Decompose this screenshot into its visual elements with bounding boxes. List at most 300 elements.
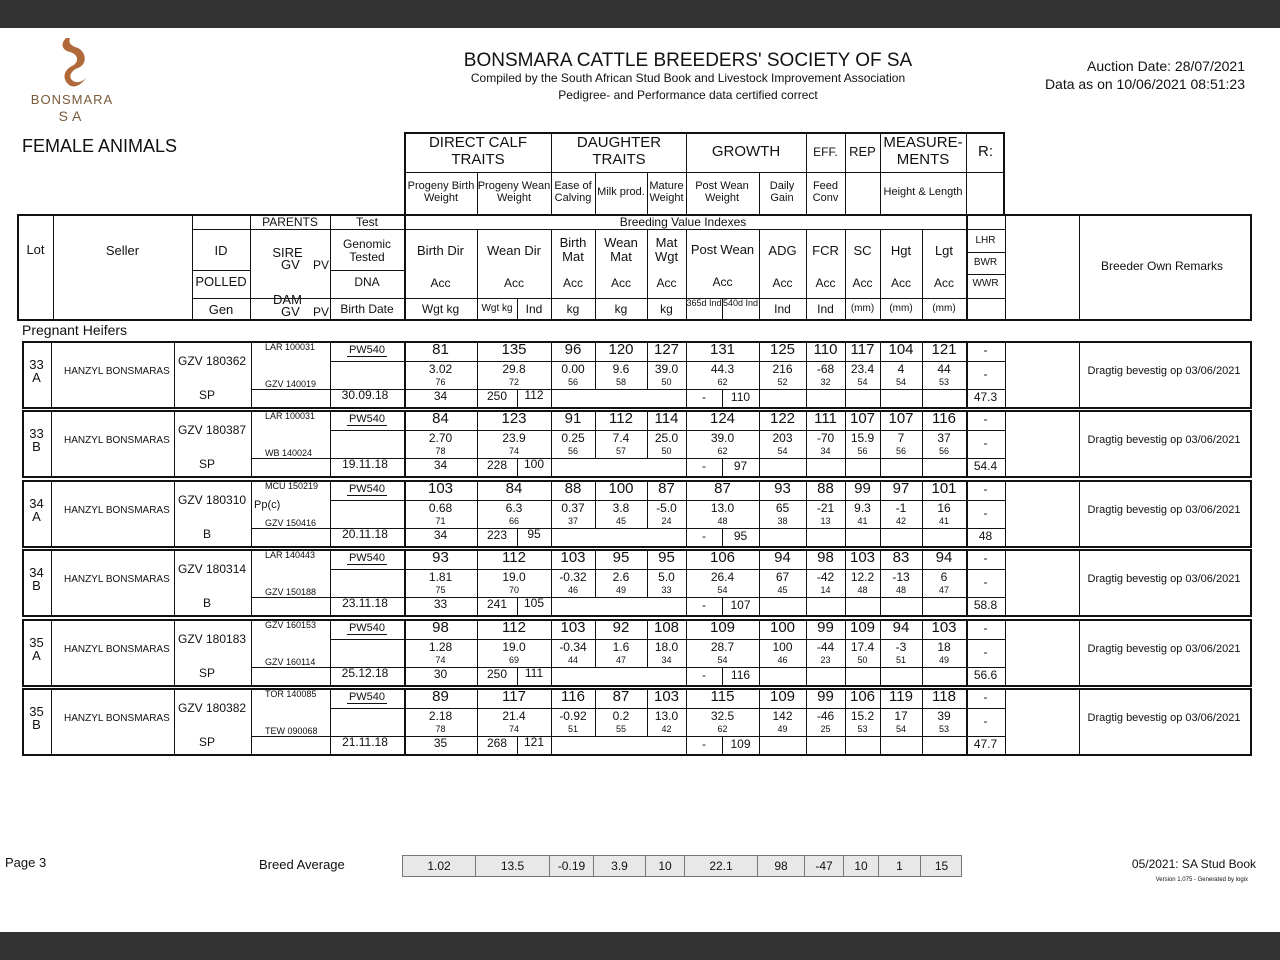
sub-feed-conv: Feed Conv	[812, 180, 839, 204]
birth-date: 25.12.18	[341, 666, 389, 680]
breed-average-value: 15	[934, 859, 949, 873]
unit-birth-wgt: Wgt kg	[421, 302, 460, 316]
fcr-bv: 111	[814, 410, 837, 427]
lgt-ebv: 37	[937, 431, 951, 445]
birth-dir-ebv: 3.02	[428, 362, 453, 376]
sc-ebv: 15.9	[850, 431, 875, 445]
wean-wgt: 241	[486, 597, 508, 611]
acc-fcr: Acc	[815, 276, 836, 290]
wean-mat-acc: 58	[615, 377, 626, 387]
birth-mat-ebv: -0.34	[559, 640, 587, 654]
breeder-remark: Dragtig bevestig op 03/06/2021	[1087, 573, 1241, 585]
birth-dir-bv: 84	[432, 410, 449, 427]
birth-date: 19.11.18	[342, 457, 388, 471]
seller-name: HANZYL BONSMARAS	[64, 574, 170, 585]
birth-dir-acc: 75	[435, 585, 446, 595]
birth-dir-acc: 78	[435, 446, 446, 456]
birth-dir-acc: 76	[435, 377, 446, 387]
group-direct-calf: DIRECT CALF TRAITS	[428, 134, 528, 168]
polled-status: SP	[198, 388, 215, 402]
birth-mat-ebv: -0.32	[559, 570, 587, 584]
birth-date: 21.11.18	[342, 735, 388, 749]
wean-ind: 95	[527, 527, 541, 541]
wean-dir-ebv: 21.4	[502, 709, 526, 723]
fcr-ebv: -70	[816, 431, 835, 445]
group-rep: REP	[849, 144, 876, 159]
post-wean-365d: -	[702, 668, 706, 682]
subtitle-certified: Pedigree- and Performance data certified correct	[558, 88, 818, 102]
post-wean-acc: 62	[717, 724, 728, 734]
breeder-remark: Dragtig bevestig op 03/06/2021	[1087, 504, 1241, 516]
col-fcr: FCR	[812, 243, 839, 258]
stud-book-label: 05/2021: SA Stud Book	[1131, 857, 1256, 871]
fcr-ebv: -21	[816, 501, 835, 515]
col-birth-mat: Birth Mat	[559, 235, 587, 264]
breed-average-value: 1	[879, 856, 921, 876]
hgt-bv: 107	[888, 410, 914, 427]
animal-id: GZV 180310	[178, 493, 247, 507]
adg-acc: 54	[777, 446, 788, 456]
breed-average-value: 1.02	[403, 856, 476, 876]
mat-wgt-ebv: 25.0	[654, 431, 679, 445]
animal-row	[0, 688, 1280, 758]
lgt-bv: 121	[931, 341, 957, 358]
wean-dir-acc: 69	[508, 655, 519, 665]
animal-id: GZV 180387	[178, 423, 247, 437]
birth-date: 20.11.18	[342, 527, 388, 541]
breed-average-value: 13.5	[476, 856, 550, 876]
fcr-acc: 23	[820, 655, 831, 665]
col-seller: Seller	[105, 243, 140, 258]
wwr-value: 54.4	[973, 459, 998, 473]
seller-name: HANZYL BONSMARAS	[64, 366, 170, 377]
animal-row	[0, 341, 1280, 411]
wean-mat-acc: 49	[615, 585, 626, 595]
sc-bv: 99	[854, 480, 871, 497]
acc-wean-dir: Acc	[503, 276, 524, 290]
birth-dir-bv: 81	[432, 341, 449, 358]
post-wean-540d: 110	[730, 390, 751, 404]
wean-mat-bv: 112	[609, 410, 633, 427]
wean-mat-ebv: 7.4	[612, 431, 630, 445]
sire-id: LAR 100031	[265, 342, 316, 352]
seller-name: HANZYL BONSMARAS	[64, 505, 170, 516]
sub-mature-weight: Mature Weight	[649, 180, 684, 204]
wean-dir-ebv: 29.8	[502, 362, 526, 376]
wean-dir-acc: 70	[508, 585, 519, 595]
hgt-bv: 119	[889, 688, 913, 705]
birth-mat-acc: 37	[567, 516, 578, 526]
lhr-value: -	[983, 343, 988, 357]
bonsmara-logo	[22, 32, 122, 124]
wean-wgt: 250	[486, 389, 508, 403]
mat-wgt-ebv: -5.0	[656, 501, 677, 515]
sire-id: TOR 140085	[265, 689, 317, 699]
post-wean-ebv: 32.5	[710, 709, 735, 723]
birth-mat-acc: 56	[567, 446, 578, 456]
adg-acc: 52	[777, 377, 788, 387]
post-wean-acc: 48	[717, 516, 728, 526]
post-wean-acc: 62	[717, 446, 728, 456]
hgt-bv: 83	[892, 549, 910, 566]
sub-height-length: Height & Length	[883, 186, 963, 198]
lot-number: 33	[29, 426, 44, 441]
wean-dir-bv: 123	[501, 410, 527, 427]
dam-id: GZV 140019	[265, 379, 317, 389]
col-parents: PARENTS	[262, 215, 318, 229]
wean-ind: 105	[523, 596, 545, 610]
col-sire-pv: PV	[313, 258, 330, 272]
breeder-remark: Dragtig bevestig op 03/06/2021	[1087, 365, 1241, 377]
lgt-acc: 53	[938, 724, 949, 734]
animal-id: GZV 180183	[178, 632, 247, 646]
wean-wgt: 228	[486, 458, 508, 472]
wwr-value: 58.8	[973, 598, 998, 612]
lgt-ebv: 39	[937, 709, 951, 723]
wean-ind: 121	[523, 735, 545, 749]
unit-adg: Ind	[774, 302, 791, 316]
mat-wgt-bv: 103	[653, 688, 680, 705]
lgt-ebv: 44	[937, 362, 951, 376]
animal-row	[0, 549, 1280, 619]
post-wean-bv: 87	[714, 480, 731, 497]
group-measurements: MEASURE-MENTS	[883, 134, 963, 168]
col-dam-gv: GV	[281, 304, 300, 319]
hgt-ebv: 17	[894, 709, 908, 723]
dna-code: PW540	[348, 344, 386, 356]
adg-acc: 49	[777, 724, 788, 734]
adg-ebv: 100	[772, 640, 793, 654]
birth-dir-ebv: 1.28	[428, 640, 453, 654]
group-eff: EFF.	[813, 145, 838, 159]
hgt-ebv: -3	[895, 640, 907, 654]
lot-number: 34	[29, 496, 44, 511]
lgt-ebv: 6	[940, 570, 948, 584]
breed-average-bar	[402, 855, 962, 877]
fcr-acc: 34	[820, 446, 831, 456]
wean-dir-bv: 117	[502, 688, 526, 705]
col-wean-mat: Wean Mat	[604, 235, 638, 264]
adg-acc: 38	[777, 516, 788, 526]
birth-mat-bv: 96	[564, 341, 582, 358]
col-bvi: Breeding Value Indexes	[619, 215, 747, 229]
lot-letter: A	[32, 648, 41, 663]
birth-dir-acc: 74	[435, 655, 446, 665]
lgt-acc: 56	[938, 446, 949, 456]
wean-dir-acc: 66	[508, 516, 519, 526]
hgt-bv: 94	[892, 619, 910, 636]
sc-ebv: 9.3	[854, 501, 871, 515]
wean-ind: 100	[523, 457, 545, 471]
fcr-acc: 13	[820, 516, 831, 526]
dam-id: GZV 150416	[265, 518, 317, 528]
sub-post-wean-weight: Post Wean Weight	[695, 180, 749, 204]
unit-wean-ind: Ind	[525, 302, 543, 316]
animal-id: GZV 180314	[178, 562, 247, 576]
wean-mat-ebv: 3.8	[612, 501, 630, 515]
wean-dir-bv: 112	[502, 619, 526, 636]
animal-id: GZV 180382	[178, 701, 247, 715]
lgt-acc: 49	[938, 655, 949, 665]
dam-id: GZV 150188	[265, 587, 317, 597]
animal-id: GZV 180362	[178, 354, 247, 368]
wwr-value: 47.3	[973, 390, 998, 404]
col-polled: POLLED	[195, 274, 247, 289]
birth-wgt: 30	[433, 667, 448, 681]
sub-daily-gain: Daily Gain	[769, 180, 795, 204]
col-lhr: LHR	[975, 235, 996, 246]
fcr-acc: 25	[820, 724, 831, 734]
wean-wgt: 268	[486, 736, 508, 750]
col-post-wean: Post Wean	[690, 242, 755, 257]
mat-wgt-ebv: 13.0	[654, 709, 679, 723]
data-as-on: Data as on 10/06/2021 08:51:23	[1044, 76, 1245, 92]
mat-wgt-bv: 114	[654, 410, 679, 427]
bwr-value: -	[983, 506, 988, 520]
sub-ease-calving: Ease of Calving	[554, 180, 592, 204]
bonsmara-logo-icon	[22, 32, 122, 92]
birth-mat-ebv: 0.37	[561, 501, 585, 515]
post-wean-acc: 54	[717, 585, 728, 595]
lot-letter: A	[32, 370, 41, 385]
mat-wgt-ebv: 39.0	[654, 362, 679, 376]
breed-average-value: 10	[646, 856, 685, 876]
hgt-acc: 54	[895, 724, 906, 734]
birth-dir-bv: 93	[432, 549, 449, 566]
wwr-value: 47.7	[973, 737, 998, 751]
mat-wgt-acc: 50	[661, 446, 672, 456]
fcr-bv: 99	[817, 619, 834, 636]
wean-mat-bv: 100	[608, 480, 634, 497]
col-test: Test	[355, 215, 378, 229]
mat-wgt-bv: 127	[653, 341, 680, 358]
adg-bv: 100	[769, 619, 796, 636]
hgt-ebv: 7	[897, 431, 905, 445]
hgt-acc: 42	[895, 516, 906, 526]
acc-post-wean: Acc	[712, 275, 733, 289]
post-wean-365d: -	[702, 459, 706, 473]
birth-dir-acc: 78	[435, 724, 446, 734]
mat-wgt-acc: 42	[661, 724, 672, 734]
wean-mat-ebv: 9.6	[612, 362, 630, 376]
auction-date: Auction Date: 28/07/2021	[1086, 58, 1245, 74]
wean-dir-ebv: 19.0	[502, 640, 526, 654]
wean-dir-ebv: 19.0	[502, 570, 526, 584]
wean-mat-acc: 57	[615, 446, 626, 456]
col-gen: Gen	[208, 302, 234, 317]
col-sire-gv: GV	[281, 257, 300, 272]
wean-dir-bv: 84	[505, 480, 523, 497]
adg-acc: 46	[777, 655, 788, 665]
hgt-ebv: -1	[895, 501, 907, 515]
birth-mat-ebv: 0.00	[561, 362, 585, 376]
bwr-value: -	[983, 367, 988, 381]
adg-ebv: 67	[775, 570, 790, 584]
sc-acc: 50	[857, 655, 868, 665]
post-wean-365d: -	[702, 598, 706, 612]
birth-dir-bv: 98	[432, 619, 449, 636]
wean-ind: 112	[524, 388, 544, 402]
wean-mat-acc: 55	[615, 724, 626, 734]
col-genomic: Genomic Tested	[342, 237, 392, 264]
sub-progeny-wean: Progeny Wean Weight	[477, 180, 551, 204]
lgt-ebv: 16	[937, 501, 951, 515]
birth-dir-bv: 89	[432, 688, 449, 705]
adg-bv: 122	[769, 410, 796, 427]
wean-wgt: 250	[486, 667, 508, 681]
fcr-bv: 110	[813, 341, 838, 358]
birth-wgt: 35	[433, 736, 448, 750]
adg-bv: 125	[769, 341, 796, 358]
fcr-bv: 99	[817, 688, 834, 705]
fcr-ebv: -46	[816, 709, 835, 723]
post-wean-bv: 124	[709, 410, 736, 427]
col-id: ID	[214, 243, 228, 258]
breed-average-label: Breed Average	[259, 857, 345, 872]
post-wean-365d: -	[702, 737, 706, 751]
polled-status: SP	[198, 735, 215, 749]
wean-dir-acc: 74	[508, 724, 519, 734]
birth-mat-ebv: 0.25	[561, 431, 585, 445]
birth-mat-bv: 91	[564, 410, 582, 427]
hgt-bv: 104	[888, 341, 914, 358]
hgt-bv: 97	[892, 480, 910, 497]
lot-number: 35	[29, 635, 44, 650]
wean-dir-bv: 112	[502, 549, 526, 566]
birth-mat-bv: 116	[561, 688, 585, 705]
col-adg: ADG	[768, 243, 797, 258]
wean-dir-bv: 135	[501, 341, 527, 358]
birth-wgt: 34	[433, 458, 448, 472]
col-dam: DAM	[273, 292, 302, 307]
lgt-bv: 118	[932, 688, 956, 705]
post-wean-ebv: 44.3	[710, 362, 735, 376]
birth-date: 23.11.18	[342, 596, 388, 610]
unit-365d: 365d Ind	[686, 298, 722, 308]
unit-wean-mat: kg	[614, 302, 628, 316]
col-birth-date: Birth Date	[340, 302, 394, 316]
unit-mat-wgt: kg	[660, 302, 673, 316]
bwr-value: -	[983, 645, 988, 659]
lgt-acc: 53	[938, 377, 949, 387]
adg-bv: 109	[769, 688, 796, 705]
lgt-acc: 41	[938, 516, 949, 526]
post-wean-365d: -	[702, 529, 706, 543]
acc-birth-dir: Acc	[430, 276, 451, 290]
hgt-acc: 56	[895, 446, 906, 456]
breed-average-value: 3.9	[594, 856, 646, 876]
group-daughter: DAUGHTER TRAITS	[576, 134, 662, 168]
mat-wgt-bv: 95	[658, 549, 675, 566]
wean-mat-acc: 45	[615, 516, 626, 526]
top-bar	[0, 0, 1280, 28]
sc-acc: 54	[857, 377, 868, 387]
post-wean-bv: 131	[709, 341, 736, 358]
wean-dir-ebv: 23.9	[502, 431, 526, 445]
birth-wgt: 33	[433, 597, 448, 611]
lhr-value: -	[983, 690, 988, 704]
unit-fcr: Ind	[817, 302, 834, 316]
mat-wgt-acc: 24	[661, 516, 672, 526]
birth-wgt: 34	[433, 389, 448, 403]
wean-dir-acc: 74	[508, 446, 519, 456]
hgt-acc: 54	[895, 377, 906, 387]
wwr-value: 56.6	[973, 668, 998, 682]
col-mat-wgt: Mat Wgt	[654, 235, 679, 264]
post-wean-540d: 95	[733, 529, 748, 543]
sc-acc: 41	[857, 516, 868, 526]
adg-bv: 94	[774, 549, 791, 566]
sc-ebv: 23.4	[850, 362, 875, 376]
mat-wgt-bv: 87	[658, 480, 675, 497]
post-wean-365d: -	[702, 390, 706, 404]
post-wean-ebv: 28.7	[710, 640, 735, 654]
mat-wgt-acc: 50	[661, 377, 672, 387]
wwr-value: 48	[978, 529, 993, 543]
seller-name: HANZYL BONSMARAS	[64, 435, 170, 446]
col-wean-dir: Wean Dir	[487, 243, 541, 258]
lgt-acc: 47	[938, 585, 949, 595]
unit-lgt: (mm)	[932, 303, 956, 314]
birth-dir-ebv: 0.68	[428, 501, 453, 515]
group-r: R:	[978, 143, 993, 160]
wean-wgt: 223	[486, 528, 508, 542]
post-wean-bv: 109	[709, 619, 736, 636]
col-sc: SC	[853, 243, 872, 258]
fcr-ebv: -68	[816, 362, 835, 376]
sc-bv: 103	[849, 549, 876, 566]
category-label: Pregnant Heifers	[22, 322, 128, 338]
sc-ebv: 15.2	[850, 709, 875, 723]
hgt-acc: 51	[895, 655, 906, 665]
polled-status: B	[202, 527, 211, 541]
lot-number: 33	[29, 357, 44, 372]
unit-sc: (mm)	[850, 303, 875, 314]
lhr-value: -	[983, 482, 988, 496]
post-wean-540d: 109	[730, 737, 751, 751]
bottom-bar	[0, 932, 1280, 960]
sc-bv: 117	[850, 341, 875, 358]
wean-mat-bv: 92	[612, 619, 630, 636]
sc-bv: 107	[849, 410, 876, 427]
lgt-bv: 94	[935, 549, 953, 566]
sire-id: LAR 100031	[265, 411, 316, 421]
dam-id: GZV 160114	[265, 657, 316, 667]
animal-row	[0, 619, 1280, 689]
post-wean-ebv: 13.0	[710, 501, 735, 515]
logo-text-sa: SA	[58, 108, 86, 124]
polled-status: B	[202, 596, 211, 610]
acc-adg: Acc	[772, 276, 793, 290]
acc-wean-mat: Acc	[610, 276, 631, 290]
col-sire: SIRE	[272, 245, 303, 260]
post-wean-bv: 115	[710, 688, 735, 705]
wean-mat-ebv: 2.6	[612, 570, 630, 584]
birth-mat-bv: 103	[560, 619, 586, 636]
adg-ebv: 142	[772, 709, 793, 723]
post-wean-ebv: 39.0	[710, 431, 735, 445]
sc-ebv: 12.2	[850, 570, 875, 584]
wean-dir-acc: 72	[508, 377, 519, 387]
breed-average-value: -47	[805, 856, 844, 876]
post-wean-acc: 62	[717, 377, 728, 387]
lot-letter: A	[32, 509, 41, 524]
wean-mat-bv: 87	[612, 688, 630, 705]
bwr-value: -	[983, 436, 988, 450]
birth-mat-bv: 88	[564, 480, 582, 497]
bwr-value: -	[983, 575, 988, 589]
birth-dir-ebv: 2.70	[428, 431, 453, 445]
